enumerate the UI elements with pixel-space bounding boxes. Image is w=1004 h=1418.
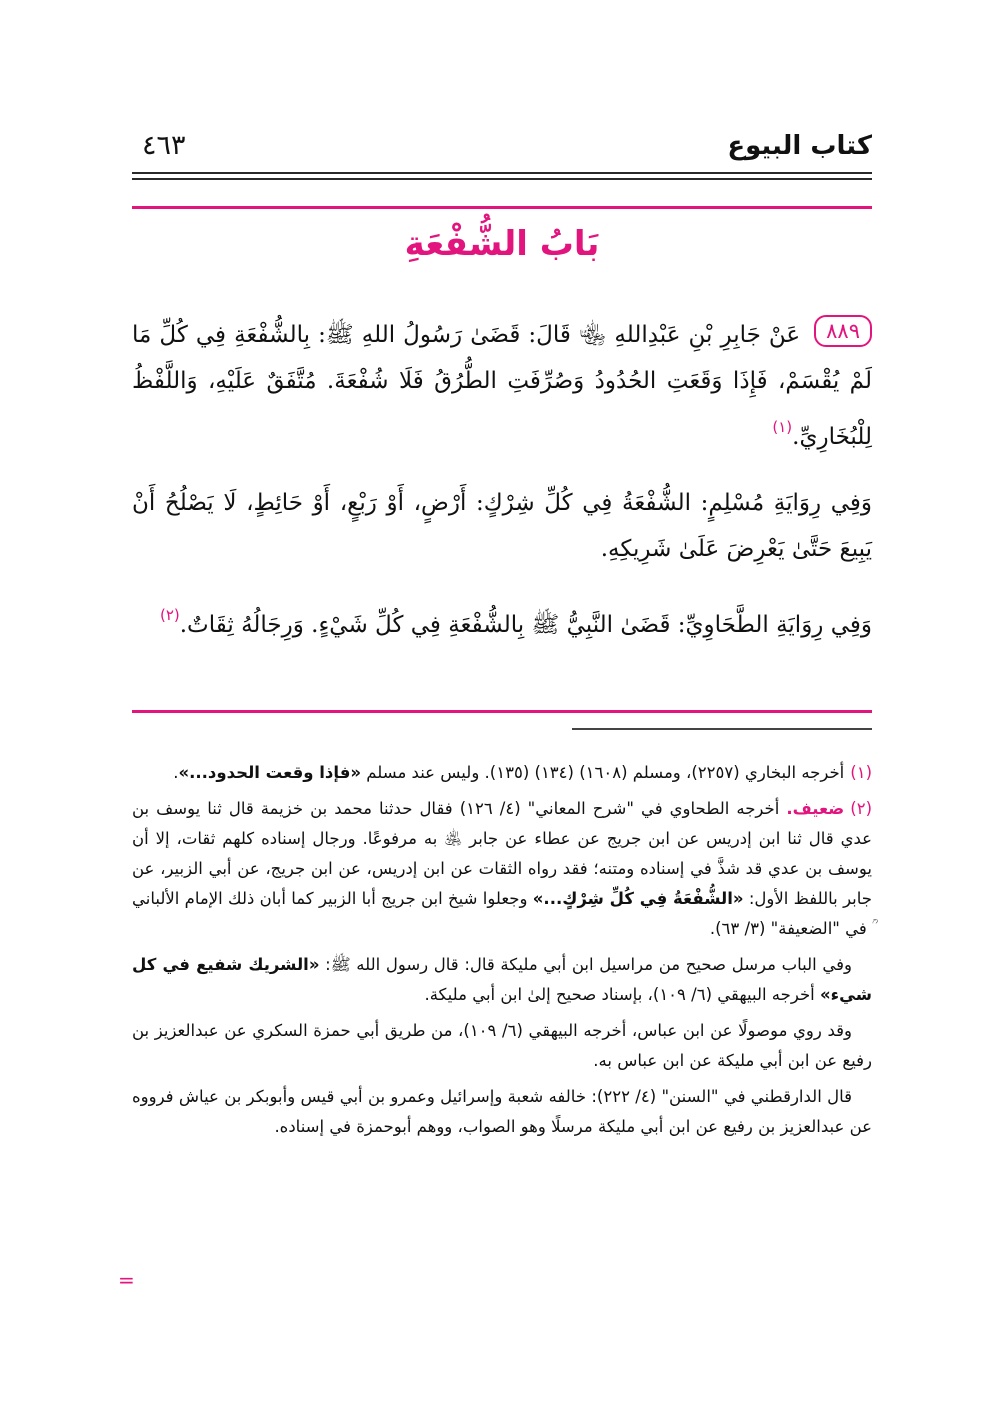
footnote-2-paragraph-2: [132, 950, 872, 1010]
continuation-mark: =: [118, 1268, 135, 1292]
body-end-rule: [132, 710, 872, 713]
footnote-1-text: أخرجه البخاري (٢٢٥٧)، ومسلم (١٦٠٨) (١٣٤) (١٣٥). وليس عند مسلم: [366, 763, 845, 782]
book-title: كتاب البيوع: [727, 131, 872, 161]
footnote-2-text-a: أخرجه الطحاوي في "شرح المعاني" (٤/ ١٢٦) فقال حدثنا محمد بن خزيمة قال ثنا يوسف بن عدي قال ثنا ابن إدريس عن ابن جريج عن عطاء عن جابر ﵁ به مرفوعًا. ورجال إسناده كلهم ثقات، إلا أن يوسف بن عدي قد شذَّ في إسناده ومتنه؛ فقد رواه الثقات عن ابن إدريس، عن ابن جريج، عن أبي الزبير، عن جابر باللفظ الأول:: [132, 799, 872, 908]
footnote-separator: [572, 728, 872, 730]
hadith-paragraph-main: [132, 312, 872, 460]
footnote-2-text-b: وجعلوا شيخ ابن جريج أبا الزبير كما أبان ذلك الإمام الألباني ؒ في "الضعيفة" (٣/ ٦٣).: [132, 889, 872, 938]
footnote-2-mark: (٢): [850, 799, 872, 818]
hadith-paragraph-muslim: [132, 480, 872, 572]
page-header: [132, 124, 872, 168]
footnote-1-quote: «فإذا وقعت الحدود...»: [178, 763, 362, 782]
footnote-2-paragraph-3: وقد روي موصولًا عن ابن عباس، أخرجه البيهقي (٦/ ١٠٩)، من طريق أبي حمزة السكري عن عبدالعزيز بن رفيع عن ابن أبي مليكة عن ابن عباس به.: [132, 1021, 872, 1070]
footnote-2-quote: «الشُّفْعَةُ فِي كُلِّ شِرْكٍ...»: [532, 889, 744, 908]
muslim-narration: وَفِي رِوَايَةِ مُسْلِمٍ: الشُّفْعَةُ فِي كُلِّ شِرْكٍ: أَرْضٍ، أَوْ رَبْعٍ، أَوْ حَائِطٍ، لَا يَصْلُحُ أَنْ يَبِيعَ حَتَّىٰ يَعْرِضَ عَلَىٰ شَرِيكِهِ.: [132, 490, 872, 562]
header-rule-bottom: [132, 178, 872, 180]
footnote-2-p2-a: وفي الباب مرسل صحيح من مراسيل ابن أبي مليكة قال: قال رسول الله ﷺ:: [325, 955, 852, 974]
tahawi-narration: وَفِي رِوَايَةِ الطَّحَاوِيِّ: قَضَىٰ النَّبِيُّ ﷺ بِالشُّفْعَةِ فِي كُلِّ شَيْءٍ. وَرِجَالُهُ ثِقَاتٌ.: [179, 612, 872, 638]
footnote-2: [132, 794, 872, 944]
footnote-ref-2[interactable]: (٢): [159, 606, 180, 624]
chapter-rule-top: [132, 206, 872, 209]
footnote-2-paragraph-4: قال الدارقطني في "السنن" (٤/ ٢٢٢): خالفه شعبة وإسرائيل وعمرو بن أبي قيس وأبوبكر بن عياش فرووه عن عبدالعزيز بن رفيع عن ابن أبي مليكة مرسلًا وهو الصواب، ووهم أبوحمزة في إسناده.: [132, 1087, 872, 1136]
hadith-text: عَنْ جَابِرِ بْنِ عَبْدِاللهِ ﵄ قَالَ: قَضَىٰ رَسُولُ اللهِ ﷺ: بِالشُّفْعَةِ فِي كُلِّ مَا لَمْ يُقْسَمْ، فَإِذَا وَقَعَتِ الحُدُودُ وَصُرِّفَتِ الطُّرُقُ فَلَا شُفْعَةَ. مُتَّفَقٌ عَلَيْهِ، وَاللَّفْظُ لِلْبُخَارِيِّ.: [132, 322, 872, 450]
hadith-paragraph-tahawi: [132, 592, 872, 648]
footnote-ref-1[interactable]: (١): [772, 418, 793, 436]
footnote-2-p2-b: أخرجه البيهقي (٦/ ١٠٩)، بإسناد صحيح إلىٰ ابن أبي مليكة.: [424, 985, 815, 1004]
footnote-2-p2-quote: «الشريك شفيع في كل شيء»: [132, 955, 872, 1004]
chapter-title: بَابُ الشُّفْعَةِ: [404, 224, 600, 264]
footnote-1-tail: .: [173, 763, 179, 782]
footnotes: [132, 758, 872, 1148]
page-number: ٤٦٣: [142, 130, 186, 161]
header-rule-top: [132, 172, 872, 174]
footnote-1: [132, 758, 872, 788]
hadith-number-badge: ٨٨٩: [814, 315, 872, 347]
footnote-2-grade: ضعيف.: [786, 799, 845, 818]
hadith-body: [132, 312, 872, 668]
footnote-1-mark: (١): [850, 763, 872, 782]
